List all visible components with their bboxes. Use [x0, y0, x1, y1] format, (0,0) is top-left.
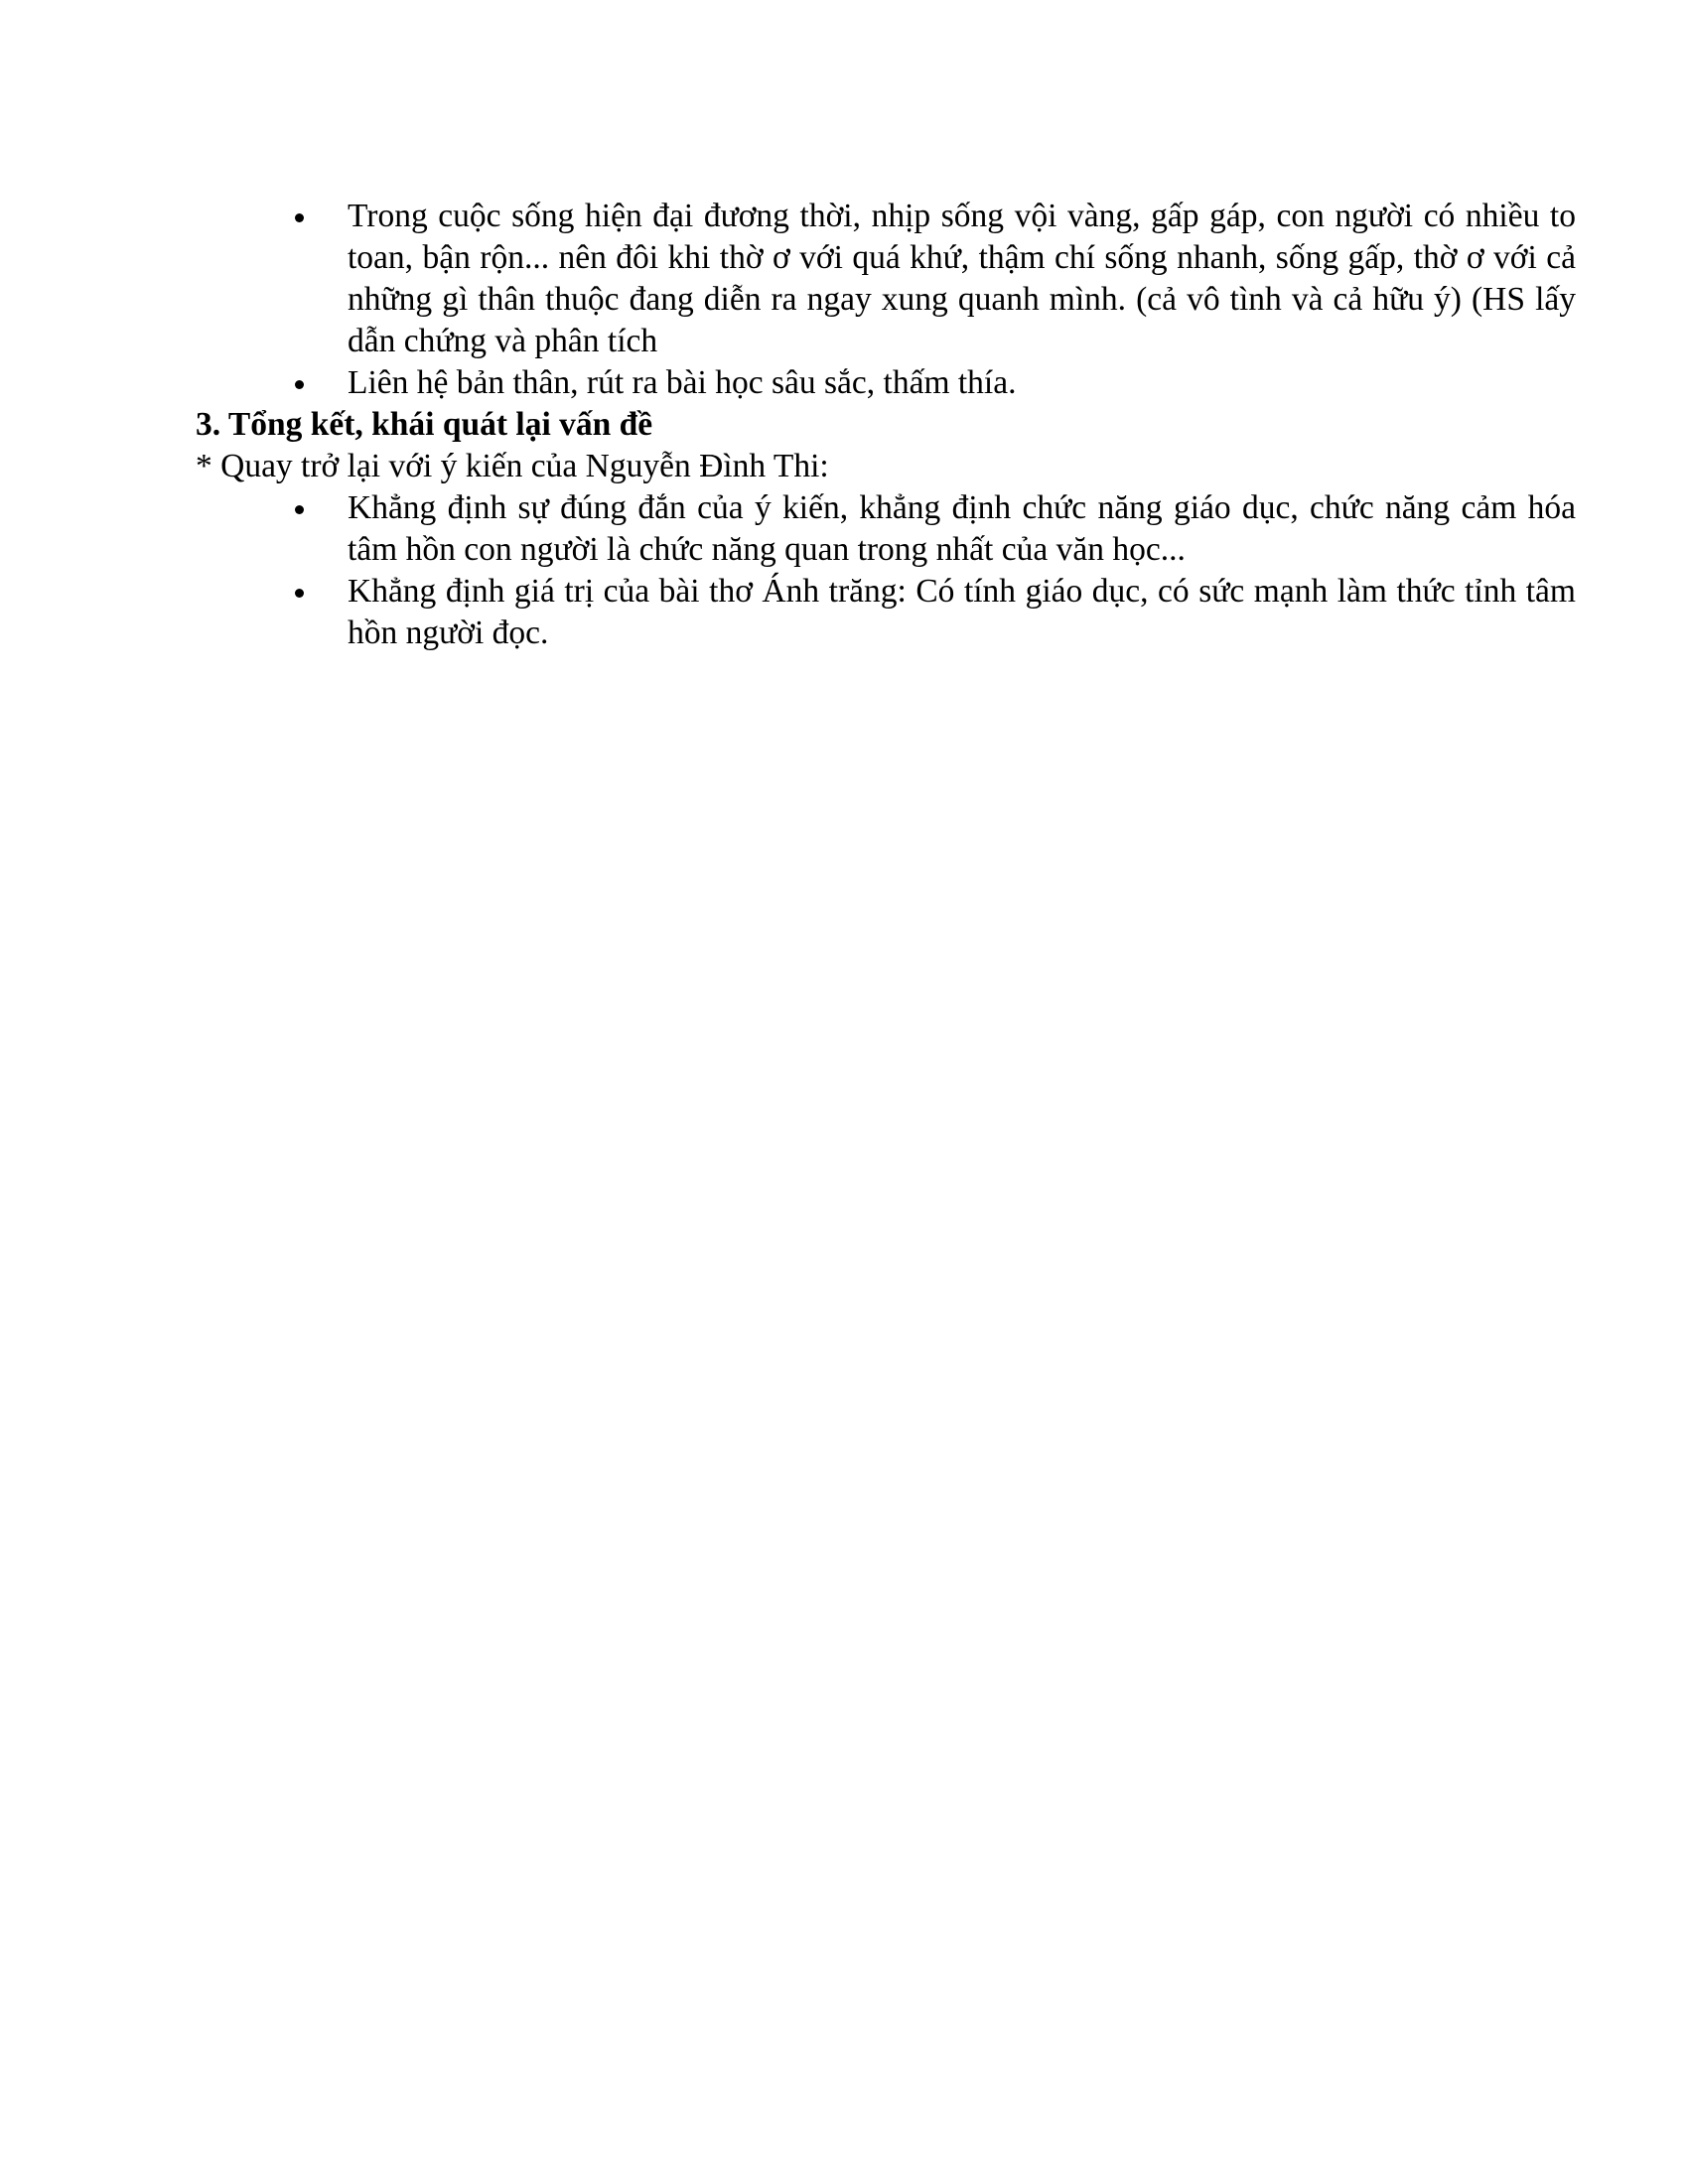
list-item: Khẳng định sự đúng đắn của ý kiến, khẳng định chức năng giáo dục, chức năng cảm hóa tâm hồn con người là chức năng quan trong nhất của văn học... — [348, 487, 1576, 571]
bullet-list-conclusion — [196, 487, 1576, 654]
section-heading: 3. Tổng kết, khái quát lại vấn đề — [196, 406, 653, 443]
document-body — [196, 196, 1576, 654]
section-intro: * Quay trở lại với ý kiến của Nguyễn Đình Thi: — [196, 448, 829, 484]
list-item: Khẳng định giá trị của bài thơ Ánh trăng: Có tính giáo dục, có sức mạnh làm thức tỉnh tâm hồn người đọc. — [348, 571, 1576, 654]
bullet-list-top — [196, 196, 1576, 404]
list-item: Trong cuộc sống hiện đại đương thời, nhịp sống vội vàng, gấp gáp, con người có nhiều to toan, bận rộn... nên đôi khi thờ ơ với quá khứ, thậm chí sống nhanh, sống gấp, thờ ơ với cả những gì thân thuộc đang diễn ra ngay xung quanh mình. (cả vô tình và cả hữu ý) (HS lấy dẫn chứng và phân tích — [348, 196, 1576, 362]
list-item: Liên hệ bản thân, rút ra bài học sâu sắc, thấm thía. — [348, 362, 1576, 404]
